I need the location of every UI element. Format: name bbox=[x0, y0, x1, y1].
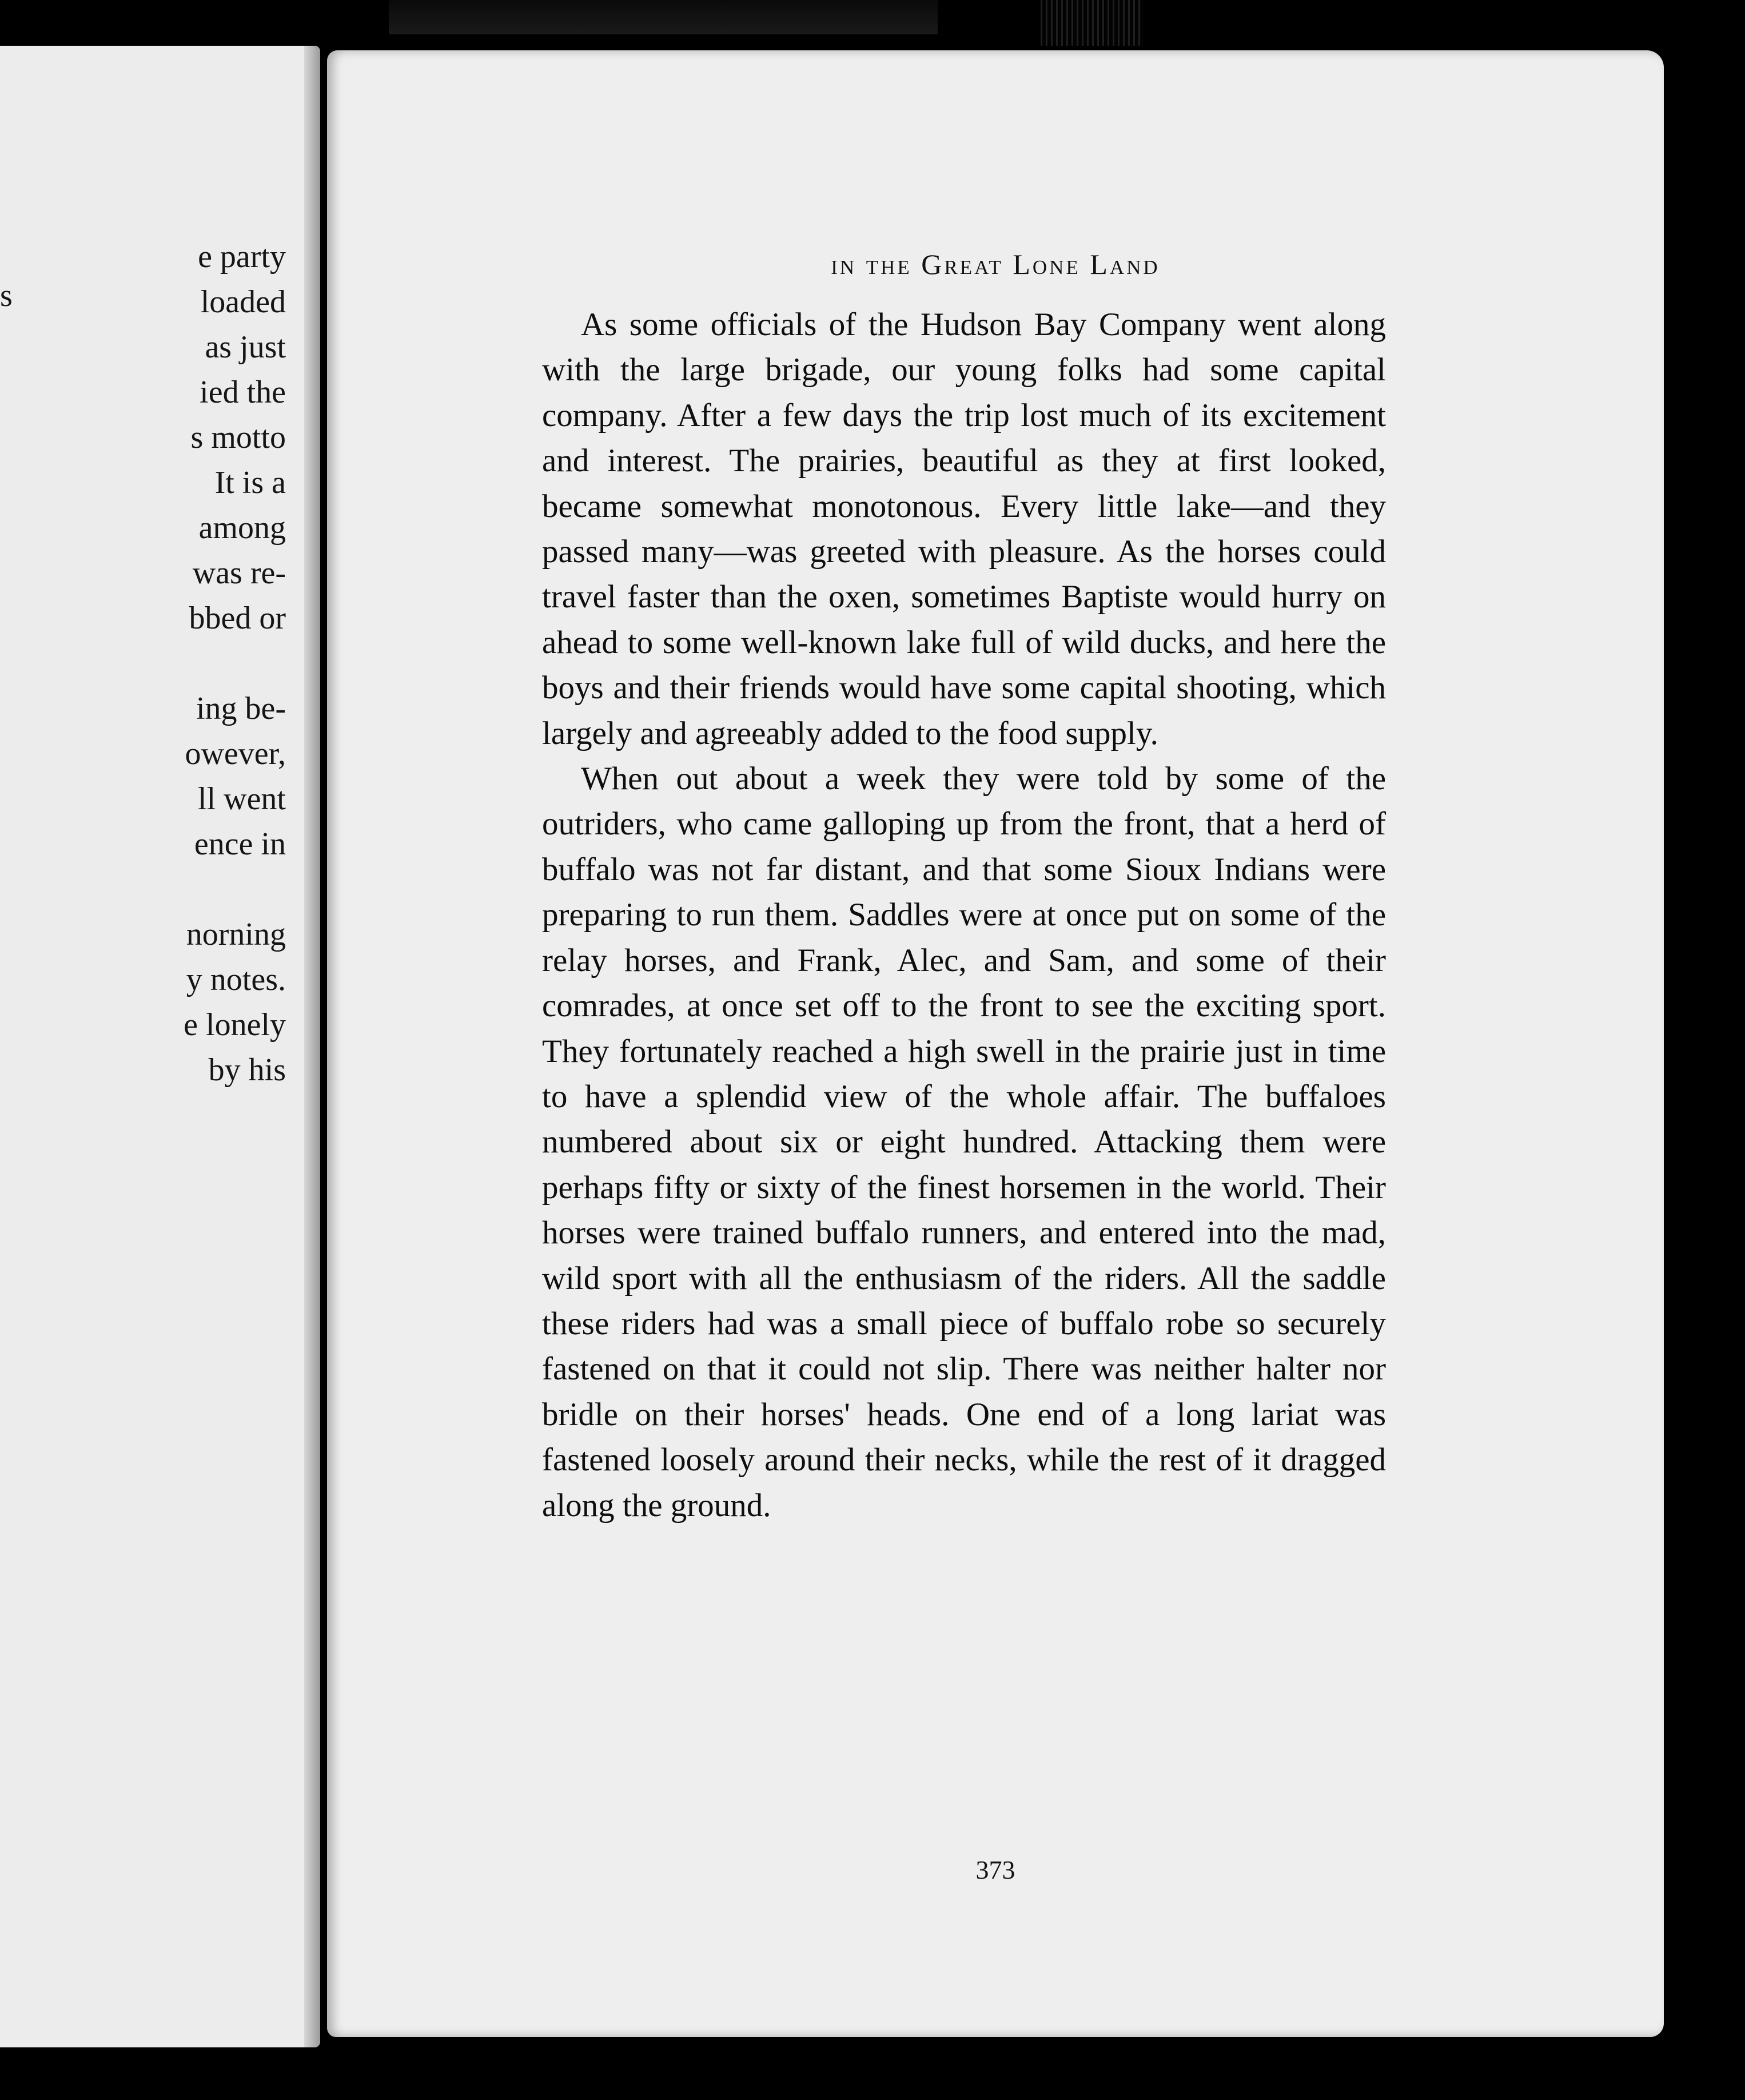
paragraph: When out about a week they were told by some of the outriders, who came galloping up from the front, that a herd of buffalo was not far distant, and that some Sioux Indians were preparing to run them. Saddles were at once put on some of the relay horses, and Frank, Alec, and Sam, and some of their comrades, at once set off to the front to see the exciting sport. They fortunately reached a high swell in the prairie just in time to have a splendid view of the whole affair. The buffaloes numbered about six or eight hundred. Attacking them were perhaps fifty or sixty of the finest horsemen in the world. Their horses were trained buffalo runners, and entered into the mad, wild sport with all the enthusiasm of the riders. All the saddle these riders had was a small piece of buffalo robe so securely fastened on that it could not slip. There was neither halter nor bridle on their horses' heads. One end of a long lariat was fastened loosely around their necks, while the rest of it dragged along the ground. bbox=[542, 761, 1386, 1524]
left-page-line-gap bbox=[0, 641, 286, 686]
left-page-line: owever, bbox=[185, 736, 286, 771]
spine-shadow bbox=[304, 46, 320, 2047]
left-page-line: was re- bbox=[192, 555, 286, 591]
left-page-line: e party bbox=[198, 239, 286, 275]
paragraph: As some officials of the Hudson Bay Company went along with the large brigade, our young folks had some capital company. After a few days the trip lost much of its excitement and interest. The prairies, beautiful as they at first looked, became somewhat monotonous. Every little lake—and they passed many—was greeted with pleasure. As the horses could travel faster than the oxen, sometimes Baptiste would hurry on ahead to some well-known lake full of wild ducks, and here the boys and their friends would have some capital shooting, which largely and agreeably added to the food supply. bbox=[542, 307, 1386, 751]
left-page-line: as just bbox=[205, 329, 286, 365]
left-page-line-gap bbox=[0, 867, 286, 912]
left-page-line: y notes. bbox=[186, 962, 286, 997]
left-page-line: bbed or bbox=[189, 600, 286, 636]
left-page-line: ied the bbox=[200, 375, 286, 410]
left-page-line: loaded bbox=[200, 284, 286, 320]
scan-noise bbox=[1041, 0, 1144, 46]
left-page-line: ing be- bbox=[196, 691, 286, 726]
left-page-heading-fragment: s bbox=[0, 278, 13, 313]
page-number: 373 bbox=[975, 1855, 1015, 1884]
scan-top-edge bbox=[389, 0, 938, 34]
left-page-line: among bbox=[198, 510, 286, 546]
right-page bbox=[327, 50, 1664, 2037]
left-page-line: norning bbox=[186, 917, 286, 952]
left-page-line: by his bbox=[208, 1052, 286, 1088]
left-page-line: e lonely bbox=[184, 1007, 286, 1043]
left-page bbox=[0, 46, 320, 2047]
body-text bbox=[542, 302, 1386, 1528]
left-page-text bbox=[0, 234, 286, 1093]
left-page-line: ll went bbox=[198, 781, 286, 817]
left-page-line: It is a bbox=[214, 465, 286, 500]
left-page-line: ence in bbox=[194, 826, 286, 862]
running-head: in the Great Lone Land bbox=[831, 248, 1160, 280]
left-page-line: s motto bbox=[190, 420, 286, 455]
